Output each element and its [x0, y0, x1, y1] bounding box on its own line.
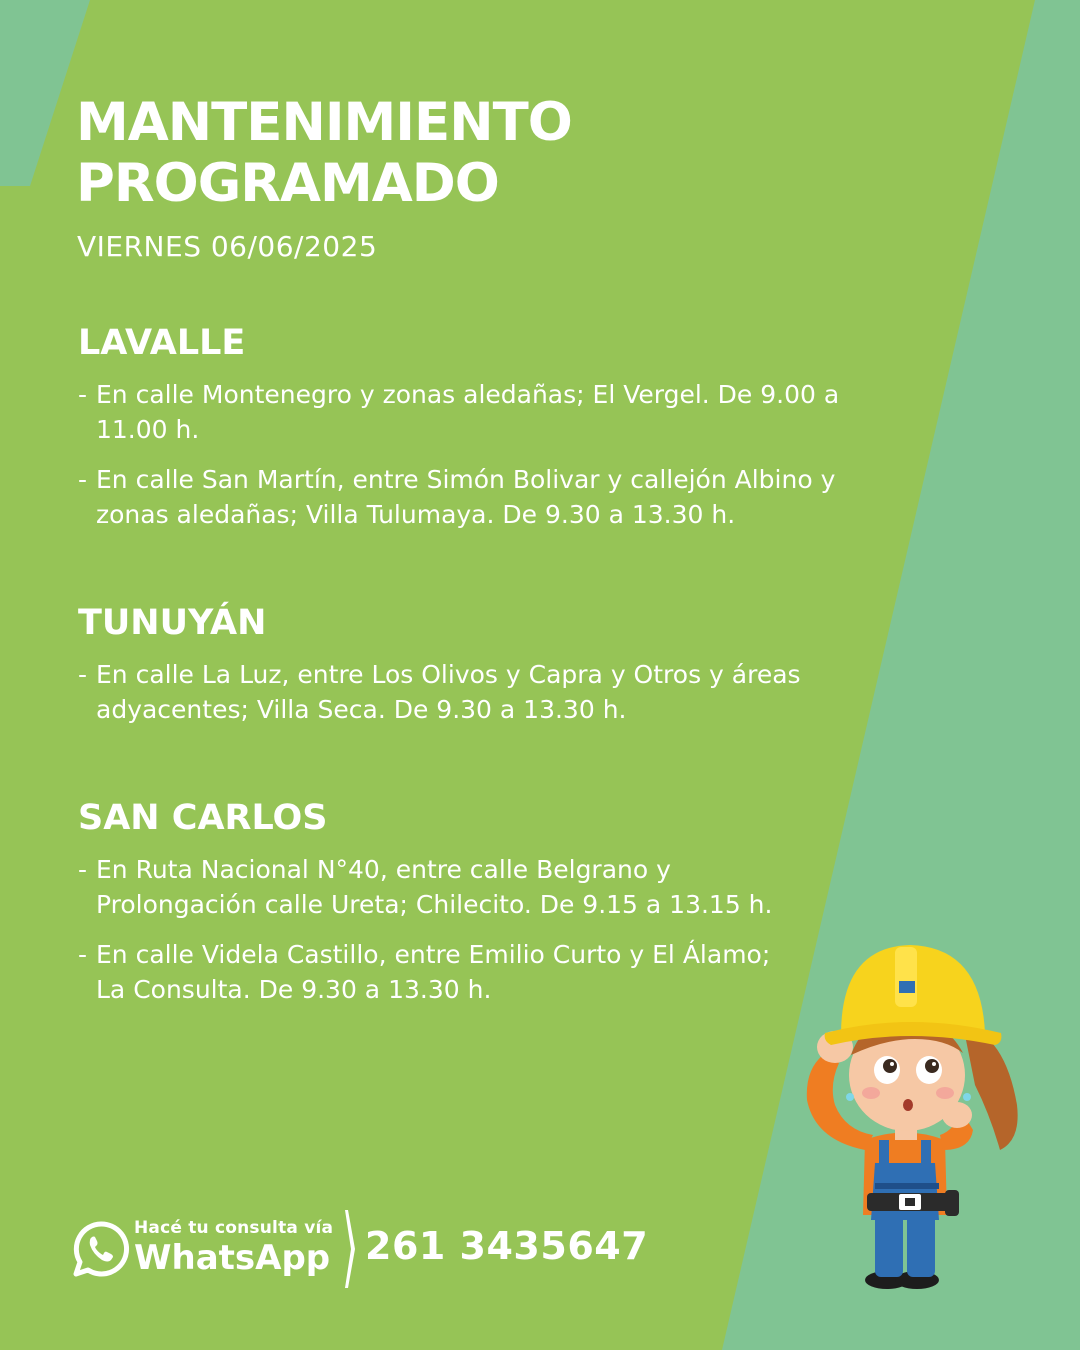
section-lavalle	[78, 323, 898, 547]
section-san-carlos	[78, 798, 898, 1022]
title-line-1: MANTENIMIENTO	[76, 92, 572, 153]
bullet-dash: -	[78, 465, 88, 494]
item-line: adyacentes; Villa Seca. De 9.30 a 13.30 h.	[96, 695, 627, 724]
page-title	[76, 92, 572, 214]
item-line: Prolongación calle Ureta; Chilecito. De 9.15 a 13.15 h.	[96, 890, 773, 919]
section-tunuyan	[78, 603, 898, 742]
list-item	[78, 852, 898, 922]
section-title: LAVALLE	[78, 323, 246, 363]
list-item	[78, 657, 898, 727]
bullet-dash: -	[78, 380, 88, 409]
section-title: TUNUYÁN	[78, 603, 267, 643]
whatsapp-icon	[72, 1220, 130, 1278]
list-item	[78, 937, 898, 1007]
item-line: En calle La Luz, entre Los Olivos y Capra y Otros y áreas	[96, 660, 801, 689]
item-line: En calle San Martín, entre Simón Bolivar y callejón Albino y	[96, 465, 836, 494]
whatsapp-contact[interactable]	[72, 1208, 672, 1298]
worker-mascot-icon	[795, 935, 1035, 1295]
item-line: 11.00 h.	[96, 415, 200, 444]
item-line: En calle Montenegro y zonas aledañas; El Vergel. De 9.00 a	[96, 380, 840, 409]
title-line-2: PROGRAMADO	[76, 153, 499, 214]
item-line: En calle Videla Castillo, entre Emilio Curto y El Álamo;	[96, 940, 771, 969]
whatsapp-prompt: Hacé tu consulta vía	[134, 1218, 334, 1238]
separator-icon	[342, 1210, 356, 1288]
phone-number[interactable]: 261 3435647	[365, 1224, 649, 1268]
whatsapp-label: WhatsApp	[134, 1238, 331, 1278]
item-line: En Ruta Nacional N°40, entre calle Belgrano y	[96, 855, 671, 884]
item-line: La Consulta. De 9.30 a 13.30 h.	[96, 975, 492, 1004]
item-line: zonas aledañas; Villa Tulumaya. De 9.30 a 13.30 h.	[96, 500, 736, 529]
bullet-dash: -	[78, 940, 88, 969]
bullet-dash: -	[78, 660, 88, 689]
list-item	[78, 462, 898, 532]
bullet-dash: -	[78, 855, 88, 884]
section-title: SAN CARLOS	[78, 798, 328, 838]
date-label: VIERNES 06/06/2025	[77, 230, 378, 263]
list-item	[78, 377, 898, 447]
